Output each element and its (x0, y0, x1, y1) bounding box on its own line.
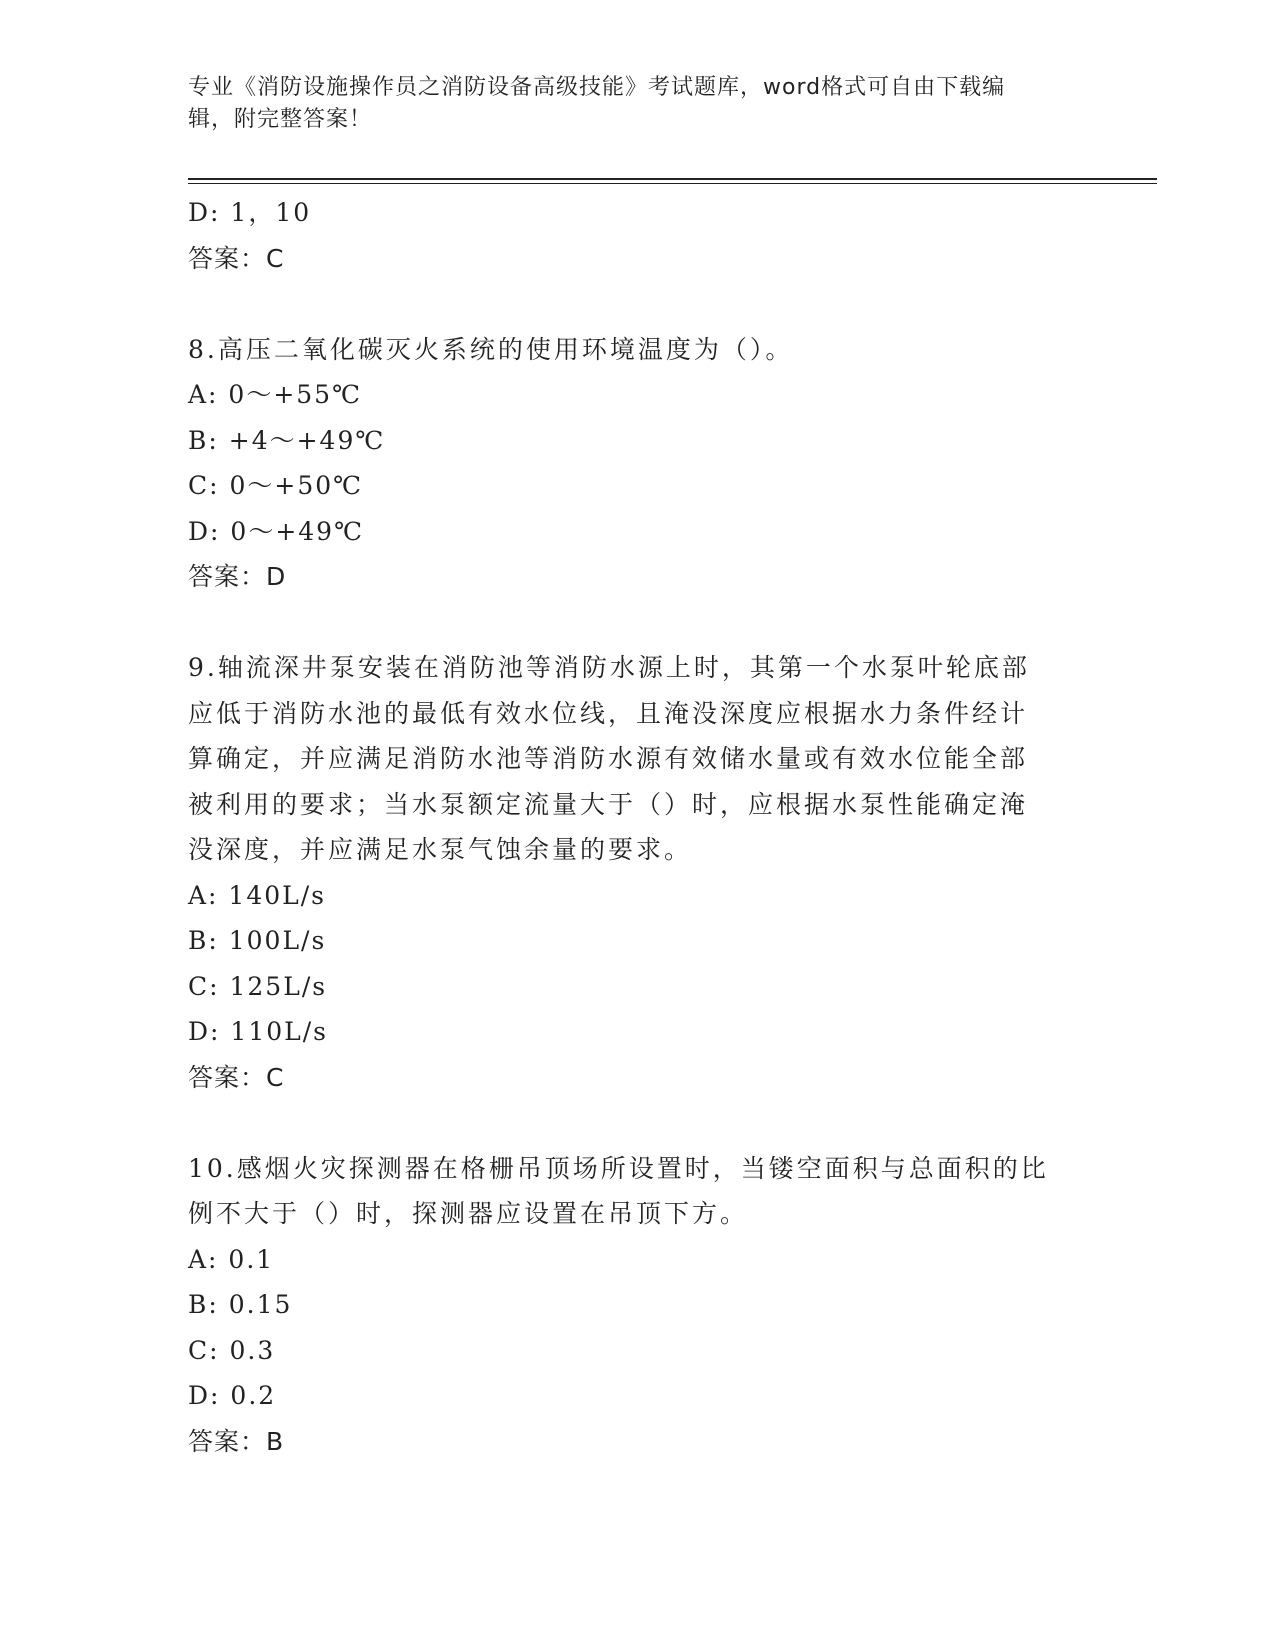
question-text-line: 被利用的要求；当水泵额定流量大于（）时，应根据水泵性能确定淹 (188, 789, 1029, 819)
question-list (188, 190, 1088, 1464)
option-a: A: 140L/s (188, 880, 326, 910)
question-text-line: 应低于消防水池的最低有效水位线，且淹没深度应根据水力条件经计 (188, 698, 1029, 728)
option-c: C: 0～+50℃ (188, 471, 364, 500)
document-header (188, 72, 1068, 136)
header-rule-thick (188, 178, 1157, 180)
option-d: D: 0.2 (188, 1381, 277, 1410)
header-rule-thin (188, 183, 1157, 184)
question-10 (188, 1146, 1088, 1465)
header-line-2: 辑，附完整答案！ (188, 107, 373, 132)
option-c: C: 0.3 (188, 1335, 276, 1365)
option-b: B: +4～+49℃ (188, 425, 386, 455)
prev-answer: 答案：C (188, 243, 285, 273)
prev-option-d: D: 1，10 (188, 198, 312, 227)
header-line-1: 专业《消防设施操作员之消防设备高级技能》考试题库，word格式可自由下载编 (188, 75, 1006, 100)
option-a: A: 0～+55℃ (188, 380, 363, 409)
question-text: 8.高压二氧化碳灭火系统的使用环境温度为（）。 (188, 334, 794, 364)
option-d: D: 110L/s (188, 1017, 328, 1046)
question-text-line: 例不大于（）时，探测器应设置在吊顶下方。 (188, 1199, 749, 1228)
question-text-line: 没深度，并应满足水泵气蚀余量的要求。 (188, 835, 693, 864)
answer: 答案：C (188, 1062, 285, 1092)
option-b: B: 0.15 (188, 1290, 293, 1319)
question-9 (188, 645, 1088, 1100)
question-8 (188, 327, 1088, 600)
option-b: B: 100L/s (188, 926, 327, 955)
question-text-line: 9.轴流深井泵安装在消防池等消防水源上时，其第一个水泵叶轮底部 (188, 653, 1030, 682)
question-text-line: 10.感烟火灾探测器在格栅吊顶场所设置时，当镂空面积与总面积的比 (188, 1153, 1049, 1183)
answer: 答案：B (188, 1426, 285, 1456)
option-d: D: 0～+49℃ (188, 516, 365, 546)
answer: 答案：D (188, 562, 287, 591)
option-a: A: 0.1 (188, 1244, 275, 1274)
option-c: C: 125L/s (188, 971, 328, 1001)
question-text-line: 算确定，并应满足消防水池等消防水源有效储水量或有效水位能全部 (188, 744, 1029, 773)
